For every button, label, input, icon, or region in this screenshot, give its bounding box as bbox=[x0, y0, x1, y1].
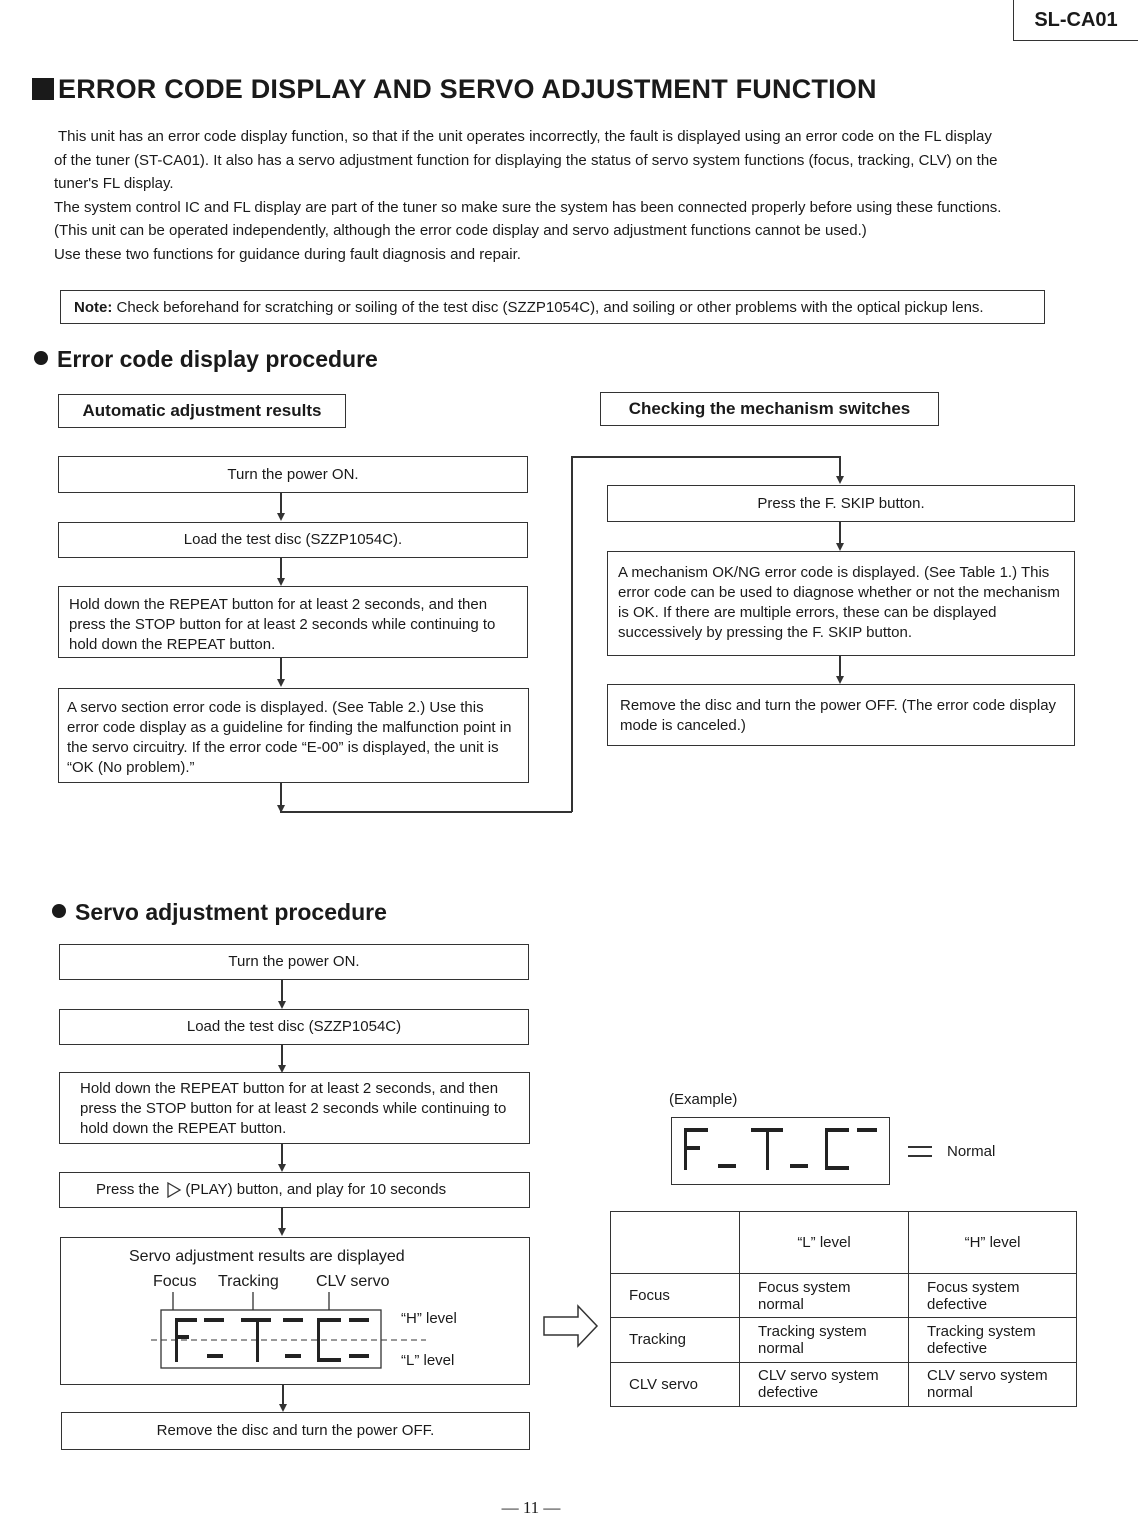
step-remove-disc-cancel: Remove the disc and turn the power OFF. (The error code display mode is canceled.) bbox=[607, 684, 1075, 746]
servo-step-power-on: Turn the power ON. bbox=[59, 944, 529, 980]
intro-line: of the tuner (ST-CA01). It also has a servo adjustment function for displaying the status of servo system functions (focus, tracking, CLV) on the bbox=[54, 151, 998, 169]
table-cell: Focus bbox=[611, 1274, 740, 1318]
table-cell: Focus system normal bbox=[740, 1274, 909, 1318]
step-turn-power-on: Turn the power ON. bbox=[58, 456, 528, 493]
page-number: — 11 — bbox=[501, 1498, 561, 1517]
servo-results-table bbox=[610, 1211, 1077, 1407]
intro-line: This unit has an error code display function, so that if the unit operates incorrectly, the fault is displayed using an error code on the FL display bbox=[58, 128, 992, 145]
model-number: SL-CA01 bbox=[1013, 0, 1138, 41]
play-step-text: (PLAY) button, and play for 10 seconds bbox=[185, 1181, 447, 1198]
play-icon bbox=[166, 1182, 182, 1198]
page-title bbox=[32, 74, 877, 105]
intro-line: The system control IC and FL display are part of the tuner so make sure the system has been connected properly before using these functions. bbox=[54, 198, 1002, 216]
automatic-adjustment-header: Automatic adjustment results bbox=[58, 394, 346, 428]
arrow-down-icon bbox=[278, 1001, 286, 1009]
label-l-level: “L” level bbox=[401, 1352, 455, 1369]
servo-step-hold-repeat: Hold down the REPEAT button for at least 2 seconds, and then press the STOP button for at least 2 seconds while continuing to hold down the REPEAT button. bbox=[59, 1072, 530, 1144]
label-focus: Focus bbox=[153, 1273, 197, 1290]
page-title-text: ERROR CODE DISPLAY AND SERVO ADJUSTMENT FUNCTION bbox=[58, 74, 877, 104]
arrow-down-icon bbox=[277, 679, 285, 687]
press-the-text: Press the bbox=[96, 1181, 160, 1198]
note-text: Check beforehand for scratching or soiling of the test disc (SZZP1054C), and soiling or other problems with the optical pickup lens. bbox=[112, 298, 984, 316]
example-label: (Example) bbox=[669, 1091, 738, 1108]
title-square-icon bbox=[32, 78, 54, 100]
table-cell: Focus system defective bbox=[909, 1274, 1077, 1318]
table-row bbox=[611, 1362, 1077, 1406]
intro-text bbox=[54, 125, 1094, 266]
bullet-icon bbox=[52, 904, 66, 918]
servo-step-load-disc: Load the test disc (SZZP1054C) bbox=[59, 1009, 529, 1045]
table-row bbox=[611, 1274, 1077, 1318]
bullet-icon bbox=[34, 351, 48, 365]
servo-results-title: Servo adjustment results are displayed bbox=[129, 1248, 405, 1265]
table-cell: CLV servo bbox=[611, 1362, 740, 1406]
arrow-down-icon bbox=[836, 476, 844, 484]
step-hold-repeat: Hold down the REPEAT button for at least 2 seconds, and then press the STOP button for at least 2 seconds while continuing to hold down the REPEAT button. bbox=[58, 586, 528, 658]
intro-line: tuner's FL display. bbox=[54, 175, 174, 192]
step-mechanism-code: A mechanism OK/NG error code is displayed. (See Table 1.) This error code can be used to diagnose whether or not the mechanism is OK. If there are multiple errors, these can be displayed successively by pressing the F. SKIP button. bbox=[607, 551, 1075, 656]
table-cell: Tracking system defective bbox=[909, 1318, 1077, 1362]
servo-results-box bbox=[60, 1237, 530, 1385]
note-box bbox=[60, 290, 1045, 324]
table-header-cell: “H” level bbox=[909, 1212, 1077, 1274]
table-cell: CLV servo system normal bbox=[909, 1362, 1077, 1406]
arrow-down-icon bbox=[277, 578, 285, 586]
servo-step-remove-disc: Remove the disc and turn the power OFF. bbox=[61, 1412, 530, 1450]
servo-display-diagram bbox=[61, 1238, 531, 1386]
servo-section-heading bbox=[52, 899, 387, 926]
table-cell: Tracking bbox=[611, 1318, 740, 1362]
table-header-cell: “L” level bbox=[740, 1212, 909, 1274]
table-header-cell bbox=[611, 1212, 740, 1274]
table-cell: CLV servo system defective bbox=[740, 1362, 909, 1406]
mechanism-switches-header: Checking the mechanism switches bbox=[600, 392, 939, 426]
example-display bbox=[671, 1117, 890, 1185]
example-display-glyphs bbox=[672, 1118, 888, 1184]
arrow-down-icon bbox=[277, 513, 285, 521]
arrow-down-icon bbox=[279, 1404, 287, 1412]
arrow-down-icon bbox=[278, 1228, 286, 1236]
label-clv: CLV servo bbox=[316, 1273, 390, 1290]
arrow-down-icon bbox=[278, 1164, 286, 1172]
error-section-heading-text: Error code display procedure bbox=[57, 346, 378, 372]
step-load-test-disc: Load the test disc (SZZP1054C). bbox=[58, 522, 528, 558]
right-arrow-icon bbox=[542, 1303, 600, 1349]
step-press-fskip: Press the F. SKIP button. bbox=[607, 485, 1075, 522]
arrow-down-icon bbox=[836, 543, 844, 551]
servo-step-play bbox=[59, 1172, 530, 1208]
error-section-heading bbox=[34, 346, 378, 373]
example-result: Normal bbox=[947, 1143, 996, 1160]
table-cell: Tracking system normal bbox=[740, 1318, 909, 1362]
table-row bbox=[611, 1318, 1077, 1362]
step-servo-error-code: A servo section error code is displayed. (See Table 2.) Use this error code display as a guideline for finding the malfunction point in the servo circuitry. If the error code “E-00” is displayed, the unit is “OK (No problem).” bbox=[58, 688, 529, 783]
label-h-level: “H” level bbox=[401, 1310, 457, 1327]
label-tracking: Tracking bbox=[218, 1273, 279, 1290]
intro-line: Use these two functions for guidance during fault diagnosis and repair. bbox=[54, 245, 521, 263]
table-header-row bbox=[611, 1212, 1077, 1274]
intro-line: (This unit can be operated independently, although the error code display and servo adjustment functions cannot be used.) bbox=[54, 222, 867, 239]
note-label: Note: bbox=[74, 298, 113, 316]
servo-section-heading-text: Servo adjustment procedure bbox=[75, 899, 387, 925]
arrow-down-icon bbox=[836, 676, 844, 684]
